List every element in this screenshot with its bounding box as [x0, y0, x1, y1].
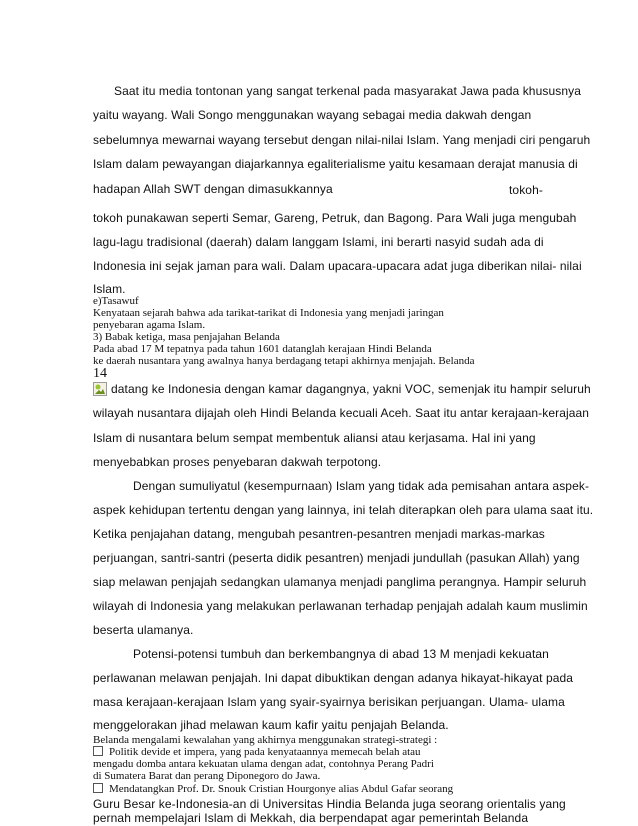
text-line: mengadu domba antara kekuatan ulama dengan adat, contohnya Perang Padri	[93, 758, 434, 770]
text-line: wilayah nusantara dijajah oleh Hindi Belanda kecuali Aceh. Saat itu antar kerajaan-kerajaan	[93, 406, 590, 420]
text-line: Indonesia ini sejak jaman para wali. Dalam upacara-upacara adat juga diberikan nilai- nilai	[93, 259, 582, 273]
text-line: wilayah di Indonesia yang melakukan perlawanan terhadap penjajah adalah kaum muslimin	[93, 599, 588, 613]
text-line: hadapan Allah SWT dengan dimasukkannya	[93, 182, 333, 196]
list-item: Mendatangkan Prof. Dr. Snouk Cristian Hourgonye alias Abdul Gafar seorang	[93, 783, 453, 795]
text-line: penyebaran agama Islam.	[93, 319, 206, 331]
text-line: yaitu wayang. Wali Songo menggunakan wayang sebagai media dakwah dengan	[93, 108, 532, 122]
list-item: Politik devide et impera, yang pada kenyataannya memecah belah atau	[93, 746, 421, 758]
section-heading: 3) Babak ketiga, masa penjajahan Belanda	[93, 331, 280, 343]
section-heading: e)Tasawuf	[93, 295, 139, 307]
text-line: masa kerajaan-kerajaan Islam yang syair-syairnya berisikan perjuangan. Ulama- ulama	[93, 695, 565, 709]
text-line: Dengan sumuliyatul (kesempurnaan) Islam yang tidak ada pemisahan antara aspek-	[133, 479, 590, 493]
text-line: Islam di nusantara belum sempat membentuk aliansi atau kerjasama. Hal ini yang	[93, 431, 536, 445]
text-line: Saat itu media tontonan yang sangat terkenal pada masyarakat Jawa pada khususnya	[114, 84, 581, 98]
text-line: Pada abad 17 M tepatnya pada tahun 1601 datanglah kerajaan Hindi Belanda	[93, 343, 432, 355]
text-line: beserta ulamanya.	[93, 623, 194, 637]
text-line: tokoh punakawan seperti Semar, Gareng, Petruk, dan Bagong. Para Wali juga mengubah	[93, 211, 577, 225]
text-line: menyebabkan proses penyebaran dakwah terpotong.	[93, 455, 382, 469]
bullet-icon	[93, 746, 103, 756]
text-line: aspek kehidupan tertentu dengan yang lainnya, ini telah diterapkan oleh para ulama saat itu.	[93, 503, 594, 517]
text-line: Kenyataan sejarah bahwa ada tarikat-tarikat di Indonesia yang menjadi jaringan	[93, 307, 444, 319]
text-line: siap melawan penjajah sedangkan ulamanya menjadi panglima perangnya. Hampir seluruh	[93, 575, 587, 589]
image-placeholder-icon	[93, 382, 107, 396]
text-line: Potensi-potensi tumbuh dan berkembangnya di abad 13 M menjadi kekuatan	[133, 647, 549, 661]
text-line: perlawanan melawan penjajah. Ini dapat dibuktikan dengan adanya hikayat-hikayat pada	[93, 671, 574, 685]
text-line: tokoh-	[509, 183, 543, 197]
text-line: sebelumnya mewarnai wayang tersebut dengan nilai-nilai Islam. Yang menjadi ciri pengaruh	[93, 133, 591, 147]
text-line: datang ke Indonesia dengan kamar dagangnya, yakni VOC, semenjak itu hampir seluruh	[111, 382, 591, 396]
text-line: Islam.	[93, 282, 126, 296]
text-line: lagu-lagu tradisional (daerah) dalam langgam Islami, ini berarti nasyid sudah ada di	[93, 235, 544, 249]
text-line: di Sumatera Barat dan perang Diponegoro do Jawa.	[93, 770, 321, 782]
text-line: Ketika penjajahan datang, mengubah pesantren-pesantren menjadi markas-markas	[93, 527, 545, 541]
text-line: Belanda mengalami kewalahan yang akhirnya menggunakan strategi-strategi :	[93, 734, 438, 746]
page-number: 14	[93, 366, 107, 381]
text-line: pernah mempelajari Islam di Mekkah, dia berpendapat agar pemerintah Belanda	[93, 811, 529, 825]
text-line: ke daerah nusantara yang awalnya hanya berdagang tetapi akhirnya menjajah. Belanda	[93, 355, 475, 367]
bullet-icon	[93, 783, 103, 793]
text-line: perjuangan, santri-santri (peserta didik pesantren) menjadi jundullah (pasukan Allah) yang	[93, 551, 580, 565]
text-line: Islam dalam pewayangan diajarkannya egaliterialisme yaitu kesamaan derajat manusia di	[93, 157, 578, 171]
text-line: menggelorakan jihad melawan kaum kafir yaitu penjajah Belanda.	[93, 718, 449, 732]
text-line: Guru Besar ke-Indonesia-an di Universitas Hindia Belanda juga seorang orientalis yang	[93, 797, 566, 811]
